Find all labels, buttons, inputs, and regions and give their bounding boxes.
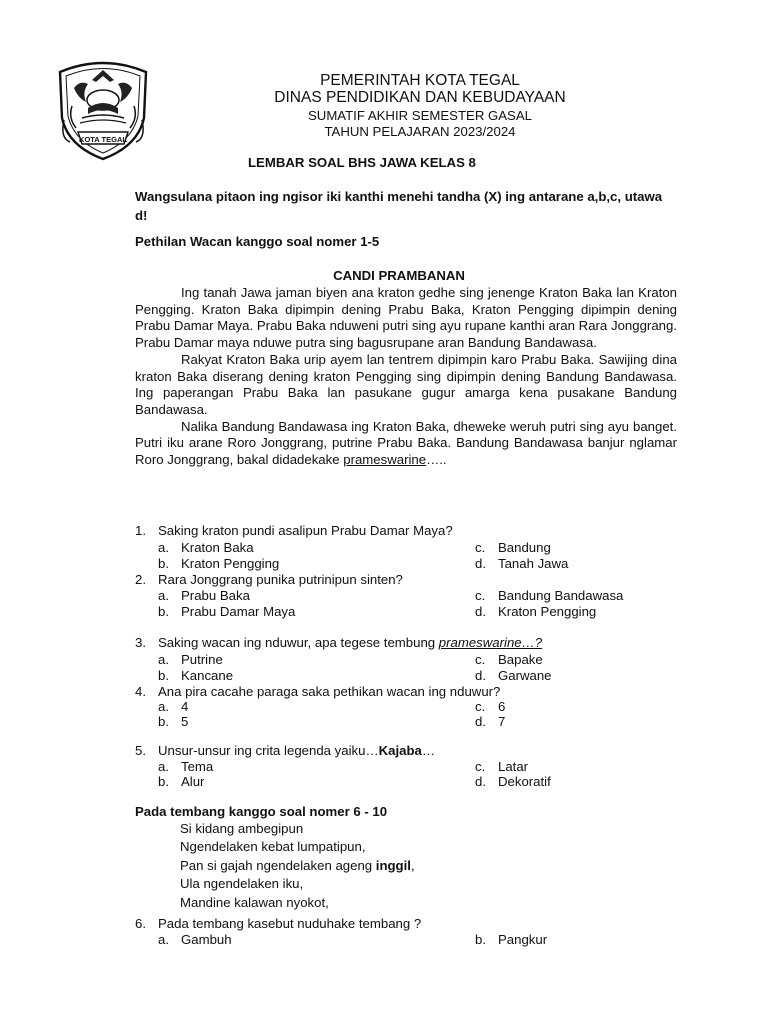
option-letter: a. bbox=[158, 699, 169, 714]
reading-passage bbox=[135, 285, 677, 469]
option-text: Kraton Pengging bbox=[498, 604, 597, 619]
option-1d[interactable] bbox=[475, 556, 568, 571]
question-text bbox=[158, 635, 542, 652]
question-text-pre: Unsur-unsur ing crita legenda yaiku… bbox=[158, 743, 379, 758]
option-letter: c. bbox=[475, 759, 486, 774]
option-letter: c. bbox=[475, 588, 486, 603]
option-letter: b. bbox=[158, 604, 169, 619]
option-letter: b. bbox=[158, 556, 169, 571]
option-letter: b. bbox=[158, 774, 169, 789]
option-text: Garwane bbox=[498, 668, 552, 683]
option-text: Dekoratif bbox=[498, 774, 551, 789]
verse-line-3-text: Pan si gajah ngendelaken ageng bbox=[180, 857, 376, 873]
reading-paragraph-3-text: Nalika Bandung Bandawasa ing Kraton Baka, dheweke weruh putri sing ayu banget. Putri iku arane Roro Jonggrang, putrine Prabu Baka. Bandung Bandawasa banjur nglamar Roro Jonggrang, bakal didadekake bbox=[135, 418, 677, 468]
question-text: Ana pira cacahe paraga saka pethikan wacan ing nduwur? bbox=[158, 684, 501, 699]
option-text: Bapake bbox=[498, 652, 543, 667]
verse-line-4: Ula ngendelaken iku, bbox=[180, 876, 304, 892]
verse-line-5: Mandine kalawan nyokot, bbox=[180, 894, 329, 910]
option-2c[interactable] bbox=[475, 588, 623, 603]
option-text: Putrine bbox=[181, 652, 223, 667]
option-5d[interactable] bbox=[475, 774, 551, 789]
question-number: 5. bbox=[135, 743, 146, 758]
question-text bbox=[158, 743, 435, 760]
option-text: Prabu Baka bbox=[181, 588, 250, 603]
section2-heading: Pada tembang kanggo soal nomer 6 - 10 bbox=[135, 804, 388, 819]
reading-paragraph-3 bbox=[135, 419, 677, 469]
option-2b[interactable] bbox=[158, 604, 295, 619]
verse-bold-word: inggil bbox=[375, 857, 411, 873]
section1-heading: Pethilan Wacan kanggo soal nomer 1-5 bbox=[135, 234, 380, 249]
logo-text: KOTA TEGAL bbox=[79, 135, 127, 144]
option-text: Pangkur bbox=[498, 932, 548, 947]
option-letter: b. bbox=[158, 668, 169, 683]
option-text: Kraton Baka bbox=[181, 540, 254, 555]
question-number: 6. bbox=[135, 916, 146, 931]
verse-line-1: Si kidang ambegipun bbox=[180, 821, 304, 836]
option-text: Prabu Damar Maya bbox=[181, 604, 296, 619]
option-letter: b. bbox=[475, 932, 486, 947]
option-letter: d. bbox=[475, 604, 486, 619]
option-2d[interactable] bbox=[475, 604, 596, 619]
option-1a[interactable] bbox=[158, 540, 254, 555]
option-3c[interactable] bbox=[475, 652, 543, 667]
header-department: DINAS PENDIDIKAN DAN KEBUDAYAAN bbox=[274, 89, 566, 106]
option-letter: a. bbox=[158, 540, 169, 555]
option-4a[interactable] bbox=[158, 699, 188, 714]
option-letter: d. bbox=[475, 556, 486, 571]
kota-tegal-emblem-logo bbox=[52, 58, 154, 162]
option-3b[interactable] bbox=[158, 668, 233, 683]
question-bold-word: Kajaba bbox=[378, 743, 422, 758]
option-3a[interactable] bbox=[158, 652, 223, 667]
header-exam: SUMATIF AKHIR SEMESTER GASAL bbox=[308, 108, 532, 123]
option-4c[interactable] bbox=[475, 699, 505, 714]
option-letter: a. bbox=[158, 932, 169, 947]
question-underlined-word: prameswarine…? bbox=[438, 635, 543, 650]
option-letter: d. bbox=[475, 774, 486, 789]
option-text: Kancane bbox=[181, 668, 234, 683]
option-6a[interactable] bbox=[158, 932, 232, 947]
option-text: Tanah Jawa bbox=[498, 556, 569, 571]
option-letter: b. bbox=[158, 714, 169, 729]
option-text: Bandung bbox=[498, 540, 551, 555]
option-4d[interactable] bbox=[475, 714, 505, 729]
reading-paragraph-2: Rakyat Kraton Baka urip ayem lan tentrem dipimpin karo Prabu Baka. Sawijing dina kraton Baka diserang dening kraton Pengging sing dipimpin dening Bandung Bandawasa. Ing paperangan Prabu Baka lan pasukane gugur amarga kena pusakane Bandung Bandawasa. bbox=[135, 351, 677, 417]
ellipsis: ….. bbox=[426, 452, 447, 468]
question-text: Rara Jonggrang punika putrinipun sinten? bbox=[158, 572, 403, 587]
tembang-verse bbox=[180, 820, 415, 912]
option-6b[interactable] bbox=[475, 932, 547, 947]
question-number: 1. bbox=[135, 523, 146, 538]
page-title: LEMBAR SOAL BHS JAWA KELAS 8 bbox=[248, 155, 476, 170]
instruction: Wangsulana pitaon ing ngisor iki kanthi menehi tandha (X) ing antarane a,b,c, utawa d! bbox=[135, 189, 663, 223]
option-letter: a. bbox=[158, 652, 169, 667]
option-letter: a. bbox=[158, 588, 169, 603]
verse-line-2: Ngendelaken kebat lumpatipun, bbox=[180, 839, 366, 855]
option-1c[interactable] bbox=[475, 540, 551, 555]
option-text: 4 bbox=[181, 699, 189, 714]
question-number: 3. bbox=[135, 635, 146, 650]
reading-title: CANDI PRAMBANAN bbox=[333, 268, 465, 283]
option-text: Bandung Bandawasa bbox=[498, 588, 624, 603]
verse-line-3 bbox=[180, 857, 415, 875]
option-text: Alur bbox=[181, 774, 205, 789]
option-letter: a. bbox=[158, 759, 169, 774]
option-text: 6 bbox=[498, 699, 506, 714]
question-text-post: … bbox=[421, 743, 436, 758]
option-text: 5 bbox=[181, 714, 189, 729]
option-text: 7 bbox=[498, 714, 506, 729]
option-5a[interactable] bbox=[158, 759, 213, 774]
reading-paragraph-1: Ing tanah Jawa jaman biyen ana kraton gedhe sing jenenge Kraton Baka lan Kraton Pengging. Kraton Baka dipimpin dening Prabu Baka, Kraton Pengging dipimpin dening Prabu Damar Maya. Prabu Baka nduweni putri sing ayu rupane kanthi aran Rara Jonggrang. Prabu Damar maya nduwe putra sing bagusrupane aran Bandung Bandawasa. bbox=[135, 285, 677, 351]
option-letter: c. bbox=[475, 540, 486, 555]
option-5c[interactable] bbox=[475, 759, 528, 774]
option-letter: d. bbox=[475, 714, 486, 729]
option-letter: d. bbox=[475, 668, 486, 683]
option-1b[interactable] bbox=[158, 556, 279, 571]
option-4b[interactable] bbox=[158, 714, 188, 729]
option-5b[interactable] bbox=[158, 774, 204, 789]
question-text: Pada tembang kasebut nuduhake tembang ? bbox=[158, 916, 422, 931]
underlined-word: prameswarine bbox=[343, 452, 427, 468]
verse-line-3-end: , bbox=[410, 857, 415, 873]
header-government: PEMERINTAH KOTA TEGAL bbox=[320, 72, 520, 89]
option-text: Tema bbox=[181, 759, 214, 774]
header-year: TAHUN PELAJARAN 2023/2024 bbox=[324, 124, 516, 139]
option-text: Latar bbox=[498, 759, 529, 774]
option-text: Gambuh bbox=[181, 932, 232, 947]
question-text-pre: Saking wacan ing nduwur, apa tegese tembung bbox=[158, 635, 439, 650]
question-number: 2. bbox=[135, 572, 146, 587]
option-3d[interactable] bbox=[475, 668, 552, 683]
option-letter: c. bbox=[475, 699, 486, 714]
option-2a[interactable] bbox=[158, 588, 250, 603]
question-text: Saking kraton pundi asalipun Prabu Damar Maya? bbox=[158, 523, 453, 538]
option-letter: c. bbox=[475, 652, 486, 667]
question-number: 4. bbox=[135, 684, 146, 699]
option-text: Kraton Pengging bbox=[181, 556, 280, 571]
